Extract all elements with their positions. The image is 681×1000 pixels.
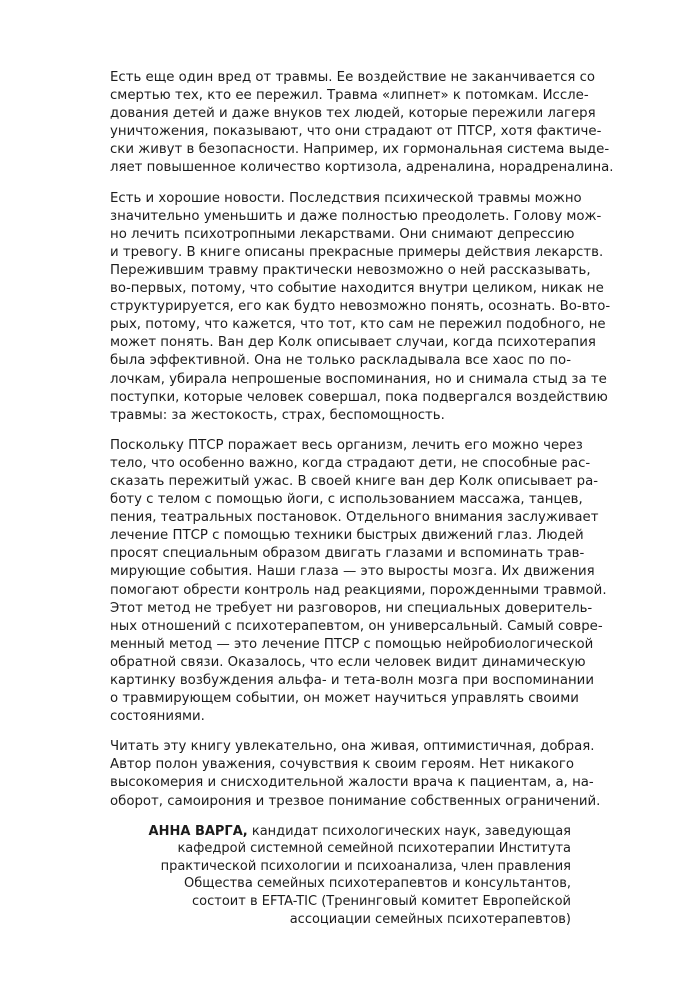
text-line: травмы: за жестокость, страх, беспомощность. (110, 407, 445, 423)
signature-line: ассоциации семейных психотерапевтов) (289, 911, 571, 927)
text-line: картинку возбуждения альфа- и тета-волн мозга при воспоминании (110, 673, 594, 688)
text-line: Пережившим травму практически невозможно о ней рассказывать, (110, 262, 591, 278)
text-line: менный метод — это лечение ПТСР с помощью нейробиологической (110, 636, 594, 652)
text-line: лечение ПТСР с помощью техники быстрых движений глаз. Людей (110, 528, 584, 544)
signature-line: практической психологии и психоанализа, член правления (160, 858, 571, 874)
text-line: рых, потому, что кажется, что тот, кто сам не пережил подобного, не (110, 317, 606, 333)
text-line: была эффективной. Она не только раскладывала все хаос по по- (110, 353, 571, 369)
text-line: ски живут в безопасности. Например, их гормональная система выде- (110, 142, 610, 158)
text-line: оборот, самоирония и трезвое понимание собственных ограничений. (110, 793, 601, 809)
paragraph-4 (110, 738, 601, 810)
text-line: высокомерия и снисходительной жалости врача к пациентам, а, на- (110, 775, 594, 791)
text-line: Есть и хорошие новости. Последствия психической травмы можно (110, 190, 582, 206)
text-line: уничтожения, показывают, что они страдают от ПТСР, хотя фактиче- (110, 124, 602, 140)
text-line: смертью тех, кто ее пережил. Травма «липнет» к потомкам. Иссле- (110, 88, 589, 104)
text-line: во-первых, потому, что событие находится внутри целиком, никак не (110, 281, 604, 297)
signature-line: состоит в EFTA-TIC (Тренинговый комитет Европейской (192, 894, 571, 910)
paragraph-1 (110, 69, 614, 178)
text-line: боту с телом с помощью йоги, с использованием массажа, танцев, (110, 492, 583, 508)
paragraph-2 (110, 190, 611, 425)
text-line: помогают обрести контроль над реакциями, порожденными травмой. (110, 582, 607, 598)
signature-line: кафедрой системной семейной психотерапии Института (177, 841, 571, 857)
text-line: Автор полон уважения, сочувствия к своим героям. Нет никакого (110, 757, 575, 773)
paragraph-3 (110, 437, 607, 727)
page-text (110, 69, 614, 928)
text-line: Есть еще один вред от травмы. Ее воздействие не заканчивается со (110, 70, 596, 85)
signature-line (110, 823, 571, 841)
text-line: состояниями. (110, 709, 205, 725)
text-line: о травмирующем событии, он может научиться управлять своими (110, 691, 579, 707)
text-line: сказать пережитый ужас. В своей книге ван дер Колк описывает ра- (110, 473, 599, 489)
author-name: АННА ВАРГА, (148, 823, 248, 839)
text-line: ляет повышенное количество кортизола, адреналина, норадреналина. (110, 160, 614, 176)
text-line: структурируется, его как будто невозможно понять, осознать. Во-вто- (110, 299, 611, 315)
text-line: значительно уменьшить и даже полностью преодолеть. Голову мож- (110, 208, 602, 224)
text-line: мирующие события. Наши глаза — это выросты мозга. Их движения (110, 564, 595, 580)
text-line: дования детей и даже внуков тех людей, которые пережили лагеря (110, 106, 596, 122)
text-line: тело, что особенно важно, когда страдают дети, не способные рас- (110, 455, 591, 471)
text-line: ных отношений с психотерапевтом, он универсальный. Самый совре- (110, 618, 603, 634)
author-signature (110, 823, 571, 929)
signature-line: Общества семейных психотерапевтов и консультантов, (183, 876, 571, 892)
author-credentials: кандидат психологических наук, заведующая (247, 823, 571, 839)
text-line: Читать эту книгу увлекательно, она живая, оптимистичная, добрая. (110, 739, 595, 755)
text-line: Этот метод не требует ни разговоров, ни специальных доверитель- (110, 600, 593, 616)
text-line: лочкам, убирала непрошеные воспоминания, но и снимала стыд за те (110, 371, 607, 387)
text-line: просят специальным образом двигать глазами и вспоминать трав- (110, 546, 585, 562)
text-line: может понять. Ван дер Колк описывает случаи, когда психотерапия (110, 335, 596, 351)
text-line: и тревогу. В книге описаны прекрасные примеры действия лекарств. (110, 244, 604, 260)
text-line: поступки, которые человек совершал, пока подвергался воздействию (110, 389, 608, 405)
text-line: пения, театральных постановок. Отдельного внимания заслуживает (110, 510, 599, 526)
text-line: Поскольку ПТСР поражает весь организм, лечить его можно через (110, 437, 583, 453)
text-line: обратной связи. Оказалось, что если человек видит динамическую (110, 654, 586, 670)
text-line: но лечить психотропными лекарствами. Они снимают депрессию (110, 226, 575, 242)
